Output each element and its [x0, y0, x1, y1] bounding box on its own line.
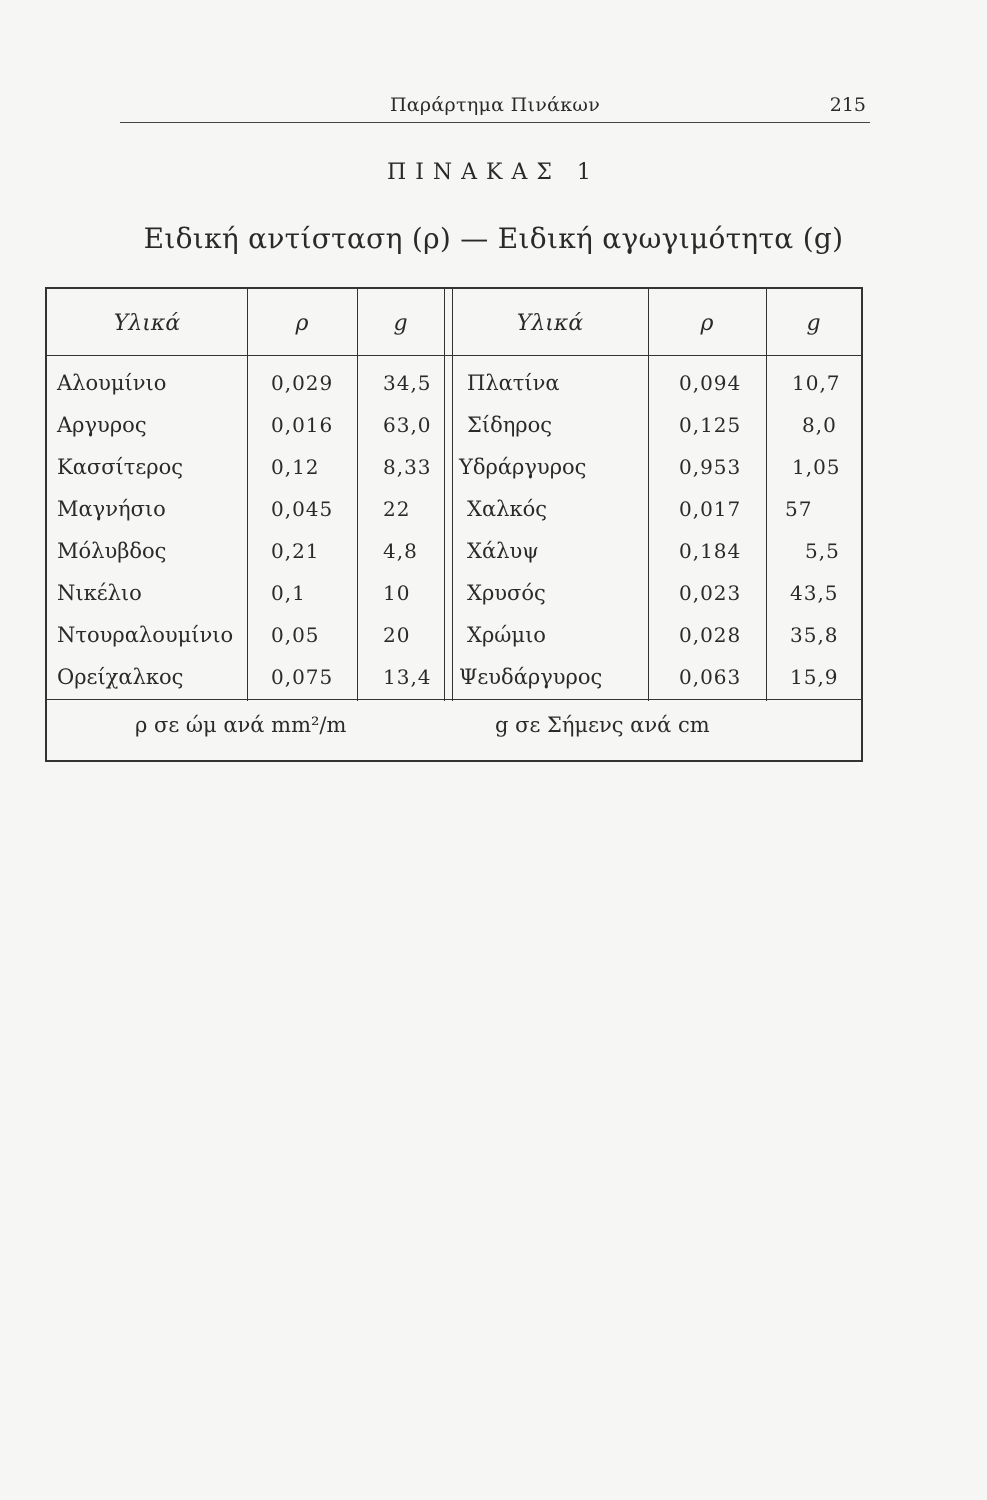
table-cell-material: Ορείχαλκος [57, 665, 184, 689]
column-rule [357, 289, 358, 701]
column-rule [247, 289, 248, 701]
table-cell-rho: 0,953 [679, 455, 742, 479]
column-rule [766, 289, 767, 701]
table-cell-g: 8,0 [802, 413, 837, 437]
table-cell-g: 63,0 [383, 413, 432, 437]
running-title: Παράρτημα Πινάκων [389, 94, 601, 116]
table-cell-rho: 0,184 [679, 539, 742, 563]
table-cell-g: 5,5 [805, 539, 840, 563]
header-rule [47, 355, 861, 356]
table-cell-material: Μόλυβδος [57, 539, 167, 563]
resistivity-table [45, 287, 863, 762]
table-cell-g: 8,33 [383, 455, 432, 479]
table-cell-material: Μαγνήσιο [57, 497, 166, 521]
column-rule [444, 289, 445, 701]
table-cell-g: 34,5 [383, 371, 432, 395]
g-unit-note: g σε Σήμενς ανά cm [495, 713, 710, 737]
table-cell-g: 13,4 [383, 665, 432, 689]
table-cell-rho: 0,05 [271, 623, 320, 647]
table-cell-material: Αλουμίνιο [57, 371, 167, 395]
table-cell-material: Χαλκός [467, 497, 547, 521]
table-cell-g: 10 [383, 581, 411, 605]
table-cell-rho: 0,12 [271, 455, 320, 479]
table-cell-rho: 0,028 [679, 623, 742, 647]
table-title: Ειδική αντίσταση (ρ) — Ειδική αγωγιμότητα (g) [143, 222, 844, 255]
running-header [120, 92, 870, 123]
table-cell-material: Σίδηρος [467, 413, 553, 437]
table-cell-material: Κασσίτερος [57, 455, 184, 479]
table-cell-rho: 0,075 [271, 665, 334, 689]
header-rho-right: ρ [700, 311, 714, 336]
table-cell-material: Πλατίνα [467, 371, 560, 395]
table-cell-material: Ψευδάργυρος [459, 665, 603, 689]
table-cell-g: 43,5 [790, 581, 839, 605]
table-cell-rho: 0,023 [679, 581, 742, 605]
header-g-right: g [806, 311, 821, 336]
table-cell-rho: 0,029 [271, 371, 334, 395]
table-cell-rho: 0,125 [679, 413, 742, 437]
table-cell-material: Ντουραλουμίνιο [57, 623, 234, 647]
table-cell-rho: 0,094 [679, 371, 742, 395]
header-g-left: g [393, 311, 408, 336]
table-cell-material: Υδράργυρος [459, 455, 587, 479]
header-rho-left: ρ [295, 311, 309, 336]
table-cell-material: Αργυρος [57, 413, 147, 437]
table-cell-g: 35,8 [790, 623, 839, 647]
table-cell-material: Χρώμιο [467, 623, 546, 647]
footer-rule [47, 699, 861, 700]
rho-unit-note: ρ σε ώμ ανά mm²/m [135, 713, 347, 737]
table-cell-g: 22 [383, 497, 411, 521]
table-cell-rho: 0,21 [271, 539, 320, 563]
table-label: ΠΙΝΑΚΑΣ 1 [387, 160, 600, 185]
table-cell-rho: 0,1 [271, 581, 306, 605]
header-material-right: Υλικά [516, 311, 584, 336]
table-cell-g: 1,05 [792, 455, 841, 479]
table-cell-g: 20 [383, 623, 411, 647]
table-cell-g: 57 [785, 497, 813, 521]
table-cell-material: Χρυσός [467, 581, 546, 605]
column-rule [648, 289, 649, 701]
page-number: 215 [829, 94, 866, 116]
table-cell-g: 10,7 [792, 371, 841, 395]
table-cell-rho: 0,017 [679, 497, 742, 521]
table-cell-rho: 0,063 [679, 665, 742, 689]
table-cell-rho: 0,016 [271, 413, 334, 437]
column-rule [452, 289, 453, 701]
table-cell-material: Χάλυψ [467, 539, 539, 563]
table-cell-material: Νικέλιο [57, 581, 142, 605]
header-material-left: Υλικά [113, 311, 181, 336]
table-cell-g: 15,9 [790, 665, 839, 689]
table-cell-rho: 0,045 [271, 497, 334, 521]
table-cell-g: 4,8 [383, 539, 418, 563]
